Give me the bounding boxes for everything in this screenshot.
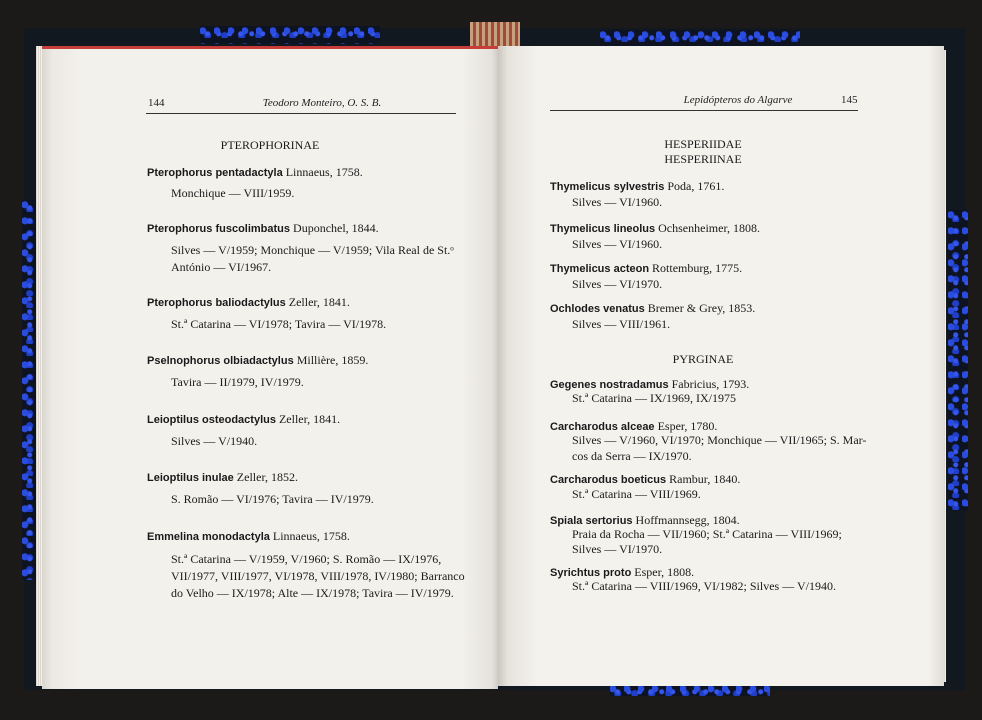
record-line: St.ª Catarina — VIII/1969. <box>572 487 701 501</box>
species-name: Emmelina monodactyla <box>147 531 270 543</box>
family-heading: HESPERIIDAE <box>664 137 742 151</box>
entry-heading <box>147 164 363 182</box>
record-line: Silves — V/1959; Monchique — V/1959; Vila Real de St.ᵒ <box>171 243 454 257</box>
species-name: Syrichtus proto <box>550 567 632 579</box>
entry-heading <box>147 294 350 312</box>
record-line: Tavira — II/1979, IV/1979. <box>171 375 304 389</box>
record-line: do Velho — IX/1978; Alte — IX/1978; Tavira — IV/1979. <box>171 586 454 600</box>
species-author: Esper, 1808. <box>634 565 695 579</box>
species-name: Carcharodus alceae <box>550 421 655 433</box>
record-line: S. Romão — VI/1976; Tavira — IV/1979. <box>171 492 374 506</box>
record-line: Silves — VI/1970. <box>572 542 663 556</box>
record-line: Silves — VI/1960. <box>572 195 663 209</box>
species-author: Ochsenheimer, 1808. <box>658 221 760 235</box>
entry-heading <box>147 528 350 546</box>
species-author: Fabricius, 1793. <box>671 377 750 391</box>
record-line: Silves — V/1940. <box>171 434 258 448</box>
species-author: Zeller, 1841. <box>278 412 341 426</box>
species-author: Millière, 1859. <box>296 353 369 367</box>
species-name: Pselnophorus olbiadactylus <box>147 355 294 367</box>
species-name: Ochlodes venatus <box>550 303 645 315</box>
species-name: Carcharodus boeticus <box>550 474 667 486</box>
marbled-endpaper-right <box>948 210 968 510</box>
record-line: Monchique — VIII/1959. <box>171 186 295 200</box>
species-author: Duponchel, 1844. <box>293 221 379 235</box>
species-name: Pterophorus baliodactylus <box>147 297 286 309</box>
record-line: Silves — VIII/1961. <box>572 317 671 331</box>
entry-heading <box>147 352 368 370</box>
record-line: Silves — VI/1960. <box>572 237 663 251</box>
record-line: St.ª Catarina — IX/1969, IX/1975 <box>572 391 736 405</box>
species-name: Thymelicus acteon <box>550 263 650 275</box>
record-line: Praia da Rocha — VII/1960; St.ª Catarina — VIII/1969; <box>572 527 842 541</box>
left-running-title: Teodoro Monteiro, O. S. B. <box>262 97 382 109</box>
species-author: Bremer & Grey, 1853. <box>647 301 756 315</box>
subfamily-heading: PYRGINAE <box>672 352 734 366</box>
species-author: Zeller, 1852. <box>236 470 298 484</box>
left-head-rule <box>146 113 456 114</box>
species-name: Pterophorus pentadactyla <box>147 167 283 179</box>
right-head-rule <box>550 110 858 111</box>
record-line: St.ª Catarina — VI/1978; Tavira — VI/1978. <box>171 317 387 331</box>
right-page-number: 145 <box>841 94 858 106</box>
species-author: Linnaeus, 1758. <box>272 529 350 543</box>
record-line: cos da Serra — IX/1970. <box>572 449 692 463</box>
book-spine <box>470 22 520 46</box>
species-name: Thymelicus sylvestris <box>550 181 665 193</box>
right-running-title: Lepidópteros do Algarve <box>683 94 793 106</box>
species-author: Poda, 1761. <box>667 179 725 193</box>
species-author: Hoffmannsegg, 1804. <box>635 513 740 527</box>
species-name: Gegenes nostradamus <box>550 379 669 391</box>
record-line: Silves — V/1960, VI/1970; Monchique — VII/1965; S. Mar- <box>572 433 867 447</box>
species-author: Linnaeus, 1758. <box>285 165 363 179</box>
species-author: Zeller, 1841. <box>288 295 350 309</box>
species-name: Leioptilus inulae <box>147 472 234 484</box>
left-page-number: 144 <box>148 97 165 109</box>
record-line: St.ª Catarina — V/1959, V/1960; S. Romão — IX/1976, <box>171 552 442 566</box>
record-line: Silves — VI/1970. <box>572 277 663 291</box>
entry-heading <box>147 220 379 238</box>
species-author: Esper, 1780. <box>657 419 718 433</box>
record-line: António — VI/1967. <box>171 260 272 274</box>
marbled-endpaper-top-left <box>200 26 380 44</box>
entry-heading <box>147 411 340 429</box>
species-name: Pterophorus fuscolimbatus <box>147 223 291 235</box>
species-name: Thymelicus lineolus <box>550 223 656 235</box>
section-heading: PTEROPHORINAE <box>220 138 320 152</box>
right-page <box>498 46 944 686</box>
entry-heading <box>147 469 298 487</box>
left-page <box>42 46 498 689</box>
subfamily-heading: HESPERIINAE <box>664 152 742 166</box>
record-line: St.ª Catarina — VIII/1969, VI/1982; Silves — V/1940. <box>572 579 836 593</box>
species-name: Spiala sertorius <box>550 515 633 527</box>
record-line: VII/1977, VIII/1977, VI/1978, VIII/1978, IV/1980; Barranco <box>171 569 465 583</box>
species-author: Rottemburg, 1775. <box>652 261 743 275</box>
species-name: Leioptilus osteodactylus <box>147 414 276 426</box>
species-author: Rambur, 1840. <box>669 472 741 486</box>
